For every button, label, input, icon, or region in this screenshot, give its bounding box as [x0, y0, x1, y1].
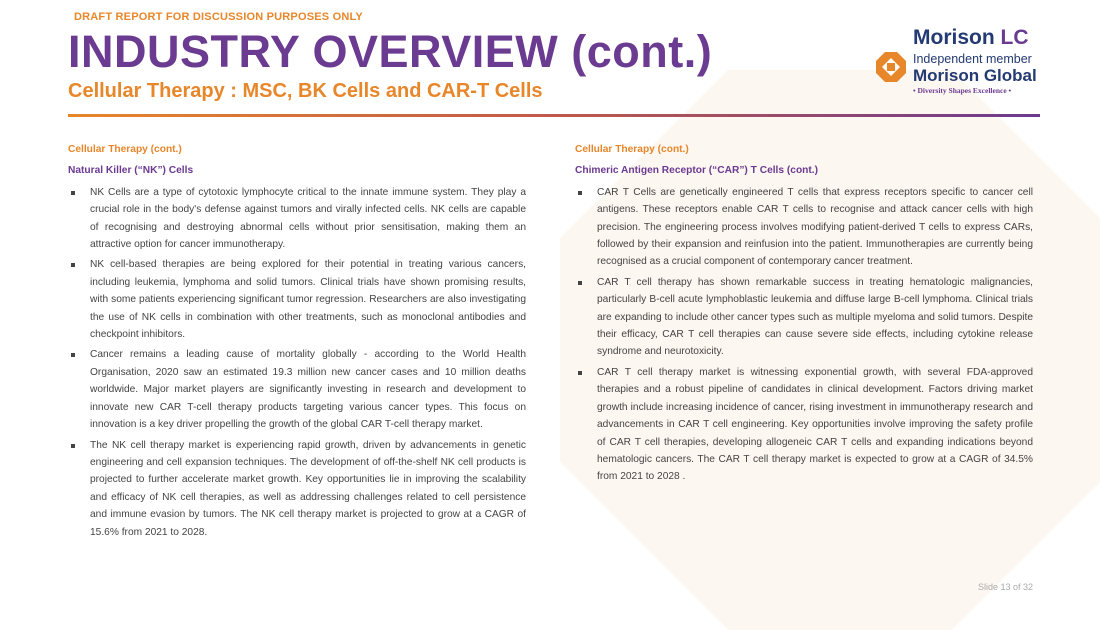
- logo-member-text: Independent member: [913, 52, 1032, 66]
- divider: [68, 114, 1040, 117]
- page-title: INDUSTRY OVERVIEW (cont.): [68, 26, 713, 77]
- right-column: [575, 141, 1033, 489]
- section-label: Cellular Therapy (cont.): [575, 144, 689, 155]
- section-heading: Natural Killer (“NK”) Cells: [68, 165, 194, 177]
- bullet-item: NK cell-based therapies are being explored for their potential in treating various cancers, including leukemia, lymphoma and solid tumors. Clinical trials have shown promising results, with some patients experiencing significant tumor regression. Researchers are also investigating the use of NK cells in combination with other treatments, such as monoclonal antibodies and checkpoint inhibitors.: [68, 256, 526, 343]
- section-label: Cellular Therapy (cont.): [68, 144, 182, 155]
- logo-name: Morison LC: [913, 26, 1029, 49]
- bullet-item: NK Cells are a type of cytotoxic lymphocyte critical to the innate immune system. They play a crucial role in the body's defense against tumors and virally infected cells. NK cells are capable of recognising and destroying abnormal cells without prior sensitisation, making them an attractive option for cancer immunotherapy.: [68, 184, 526, 254]
- logo-global-text: Morison Global: [913, 66, 1037, 85]
- bullet-item: The NK cell therapy market is experiencing rapid growth, driven by advancements in genetic engineering and cell expansion techniques. The development of off-the-shelf NK cell products is projected to further accelerate market growth. Key opportunities lie in improving the scalability and efficacy of NK cell therapies, as well as addressing challenges related to cell persistence and immune evasion by tumors. The NK cell therapy market is projected to grow at a CAGR of 15.6% from 2021 to 2028.: [68, 437, 526, 541]
- left-column: [68, 141, 526, 544]
- bullet-item: CAR T cell therapy has shown remarkable success in treating hematologic malignancies, particularly B-cell acute lymphoblastic leukemia and diffuse large B-cell lymphoma. Clinical trials are expanding to include other cancer types such as multiple myeloma and solid tumors. Despite their efficacy, CAR T cell therapies can cause severe side effects, including cytokine release syndrome and neurotoxicity.: [575, 274, 1033, 361]
- bullet-item: Cancer remains a leading cause of mortality globally - according to the World Health Organisation, 2020 saw an estimated 19.3 million new cancer cases and 10 million deaths worldwide. Major market players are significantly investing in research and development to innovate new CAR T-cell therapy products targeting various cancer types. This focus on innovation is a key driver propelling the growth of the global CAR T-cell therapy market.: [68, 346, 526, 433]
- bullet-item: CAR T cell therapy market is witnessing exponential growth, with several FDA-approved therapies and a robust pipeline of candidates in clinical development. Factors driving market growth include increasing incidence of cancer, rising investment in immunotherapy research and advancements in CAR T cell engineering. Key opportunities involve improving the safety profile of CAR T cell therapies, developing allogeneic CAR T cells and expanding indications beyond hematologic cancers. The CAR T cell therapy market is expected to grow at a CAGR of 34.5% from 2021 to 2028 .: [575, 364, 1033, 486]
- slide-number: Slide 13 of 32: [977, 582, 1033, 592]
- logo-tagline: • Diversity Shapes Excellence •: [913, 86, 1012, 95]
- section-heading: Chimeric Antigen Receptor (“CAR”) T Cells (cont.): [575, 165, 819, 177]
- morison-logo: [876, 26, 1046, 96]
- draft-notice: DRAFT REPORT FOR DISCUSSION PURPOSES ONLY: [74, 11, 363, 23]
- logo-octagon-icon: [876, 52, 906, 82]
- bullet-item: CAR T Cells are genetically engineered T cells that express receptors specific to cancer cell antigens. These receptors enable CAR T cells to recognise and attack cancer cells with high precision. The engineering process involves modifying patient-derived T cells to express CARs, followed by their expansion and reinfusion into the patient. Immunotherapies are currently being recognised as a crucial component of contemporary cancer treatment.: [575, 184, 1033, 271]
- page-subtitle: Cellular Therapy : MSC, BK Cells and CAR-T Cells: [68, 80, 543, 102]
